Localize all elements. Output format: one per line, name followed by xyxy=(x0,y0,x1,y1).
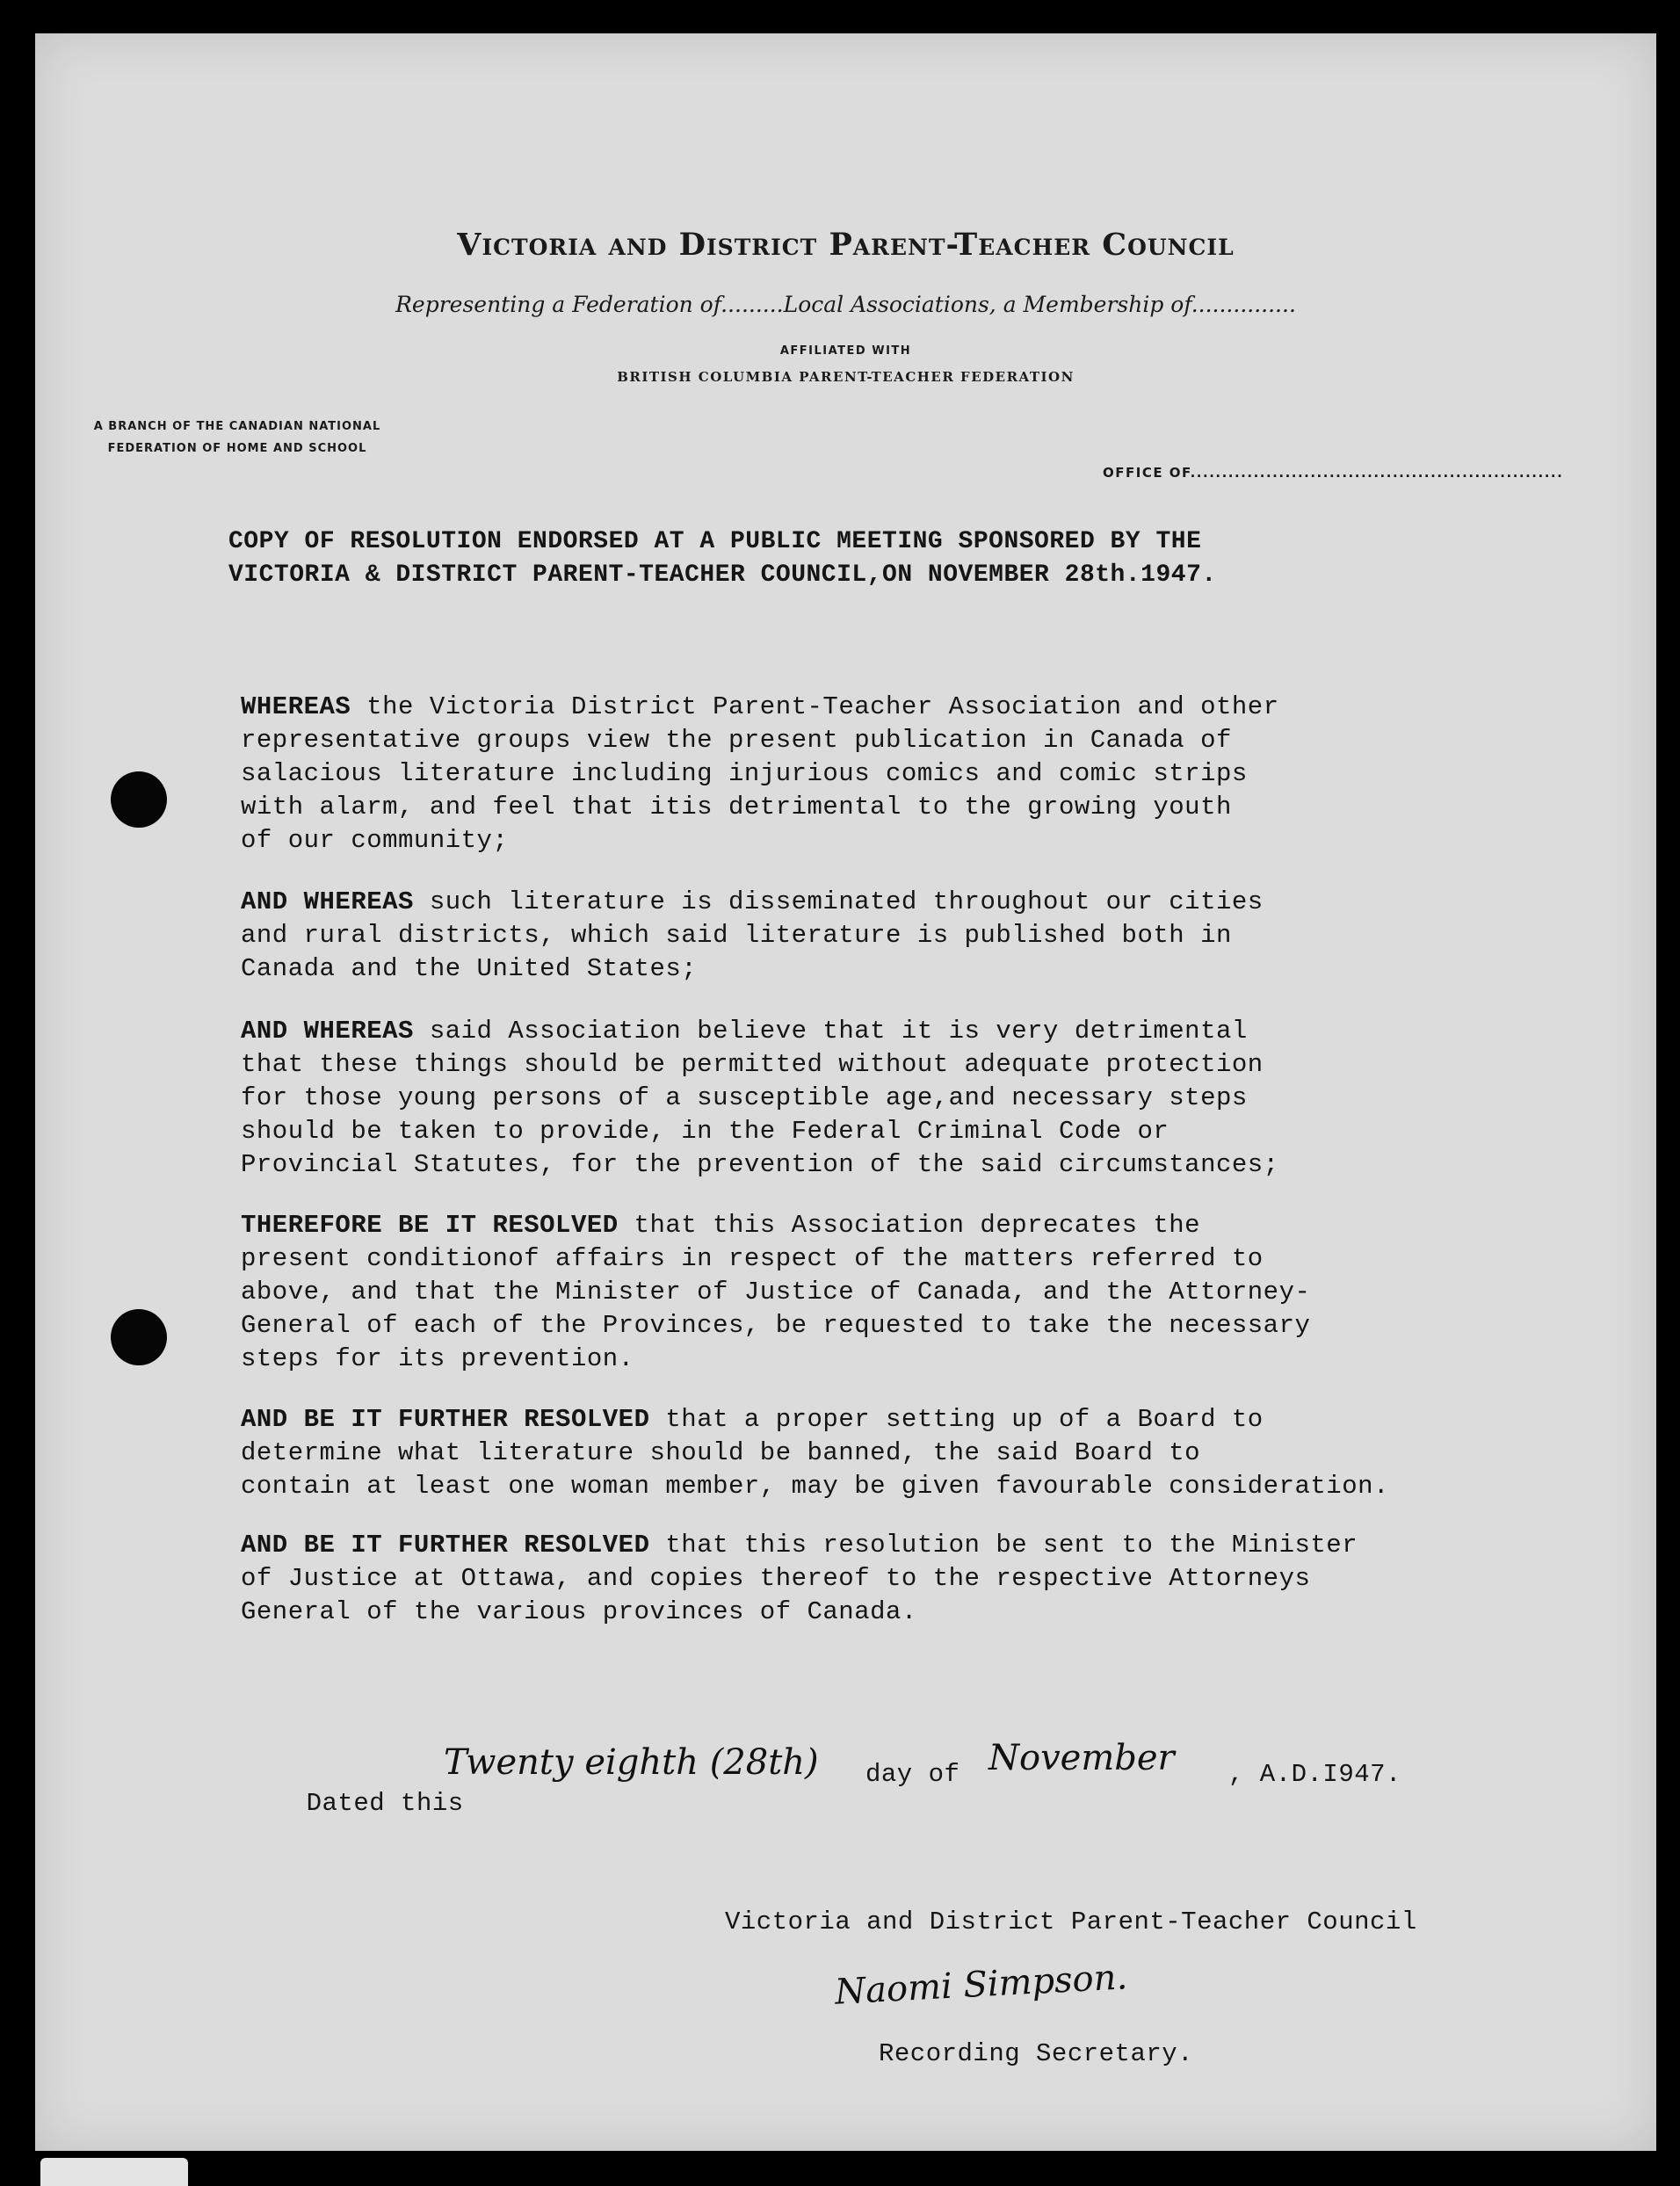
dated-prefix: Dated this xyxy=(306,1789,464,1818)
letterhead-title: Victoria and District Parent-Teacher Council xyxy=(457,227,1235,263)
paragraph-text: the Victoria District Parent-Teacher Association and other representative groups view the present publication in Canada of salacious literature including injurious comics and comic strips with alarm, and feel that itis detrimental to the growing youth of our community; xyxy=(241,692,1279,855)
paragraph-resolved-2 xyxy=(241,1403,1389,1503)
signature: Naomi Simpson. xyxy=(834,1957,1129,2013)
affiliated-with-label: AFFILIATED WITH xyxy=(779,344,912,358)
resolution-heading xyxy=(228,525,1217,592)
dated-suffix: , A.D.I947. xyxy=(1228,1760,1401,1789)
handwritten-day: Twenty eighth (28th) xyxy=(444,1742,819,1783)
letterhead-subtitle: Representing a Federation of.........Local Associations, a Membership of............... xyxy=(395,292,1296,317)
paragraph-lead: AND WHEREAS xyxy=(241,887,414,916)
paragraph-lead: THEREFORE BE IT RESOLVED xyxy=(241,1211,619,1240)
paragraph-resolved-3 xyxy=(241,1529,1358,1629)
branch-note: A BRANCH OF THE CANADIAN NATIONAL FEDERATION OF HOME AND SCHOOL xyxy=(93,420,381,455)
paragraph-text: that this resolution be sent to the Minister of Justice at Ottawa, and copies thereof to the respective Attorneys General of the various provinces of Canada. xyxy=(241,1531,1358,1626)
heading-line-2: VICTORIA & DISTRICT PARENT-TEACHER COUNCIL,ON NOVEMBER 28th.1947. xyxy=(228,561,1217,589)
paragraph-whereas-1 xyxy=(241,691,1279,858)
heading-line-1: COPY OF RESOLUTION ENDORSED AT A PUBLIC MEETING SPONSORED BY THE xyxy=(228,528,1202,555)
paragraph-lead: WHEREAS xyxy=(241,692,351,721)
handwritten-month: November xyxy=(988,1738,1175,1778)
punch-hole-upper xyxy=(111,771,167,828)
page-corner-tab xyxy=(40,2158,188,2186)
document-page xyxy=(35,33,1656,2151)
paragraph-whereas-2 xyxy=(241,886,1264,986)
federation-name: BRITISH COLUMBIA PARENT-TEACHER FEDERATION xyxy=(617,369,1075,385)
paragraph-text: that a proper setting up of a Board to determine what literature should be banned, the said Board to contain at least one woman member, may be given favourable consideration. xyxy=(241,1405,1389,1501)
paragraph-resolved-1 xyxy=(241,1209,1310,1376)
paragraph-text: said Association believe that it is very detrimental that these things should be permitted without adequate protection for those young persons of a susceptible age,and necessary steps should be taken to provide, in the Federal Criminal Code or Provincial Statutes, for the prevention of the said circumstances; xyxy=(241,1017,1279,1179)
paragraph-lead: AND WHEREAS xyxy=(241,1017,414,1046)
office-of-field: OFFICE OF........................................................... xyxy=(1103,465,1564,481)
dated-line xyxy=(243,1760,464,1847)
paragraph-whereas-3 xyxy=(241,1015,1279,1182)
paragraph-lead: AND BE IT FURTHER RESOLVED xyxy=(241,1405,650,1434)
paragraph-text: that this Association deprecates the present conditionof affairs in respect of the matters referred to above, and that the Minister of Justice of Canada, and the Attorney- General of each of the Provinces, be requested to take the necessary steps for its prevention. xyxy=(241,1211,1311,1373)
punch-hole-lower xyxy=(111,1309,167,1365)
paragraph-lead: AND BE IT FURTHER RESOLVED xyxy=(241,1531,650,1560)
dated-middle: day of xyxy=(865,1760,960,1789)
council-name: Victoria and District Parent-Teacher Council xyxy=(725,1907,1417,1936)
paragraph-text: such literature is disseminated throughout our cities and rural districts, which said literature is published both in Canada and the United States; xyxy=(241,887,1264,983)
signatory-role: Recording Secretary. xyxy=(879,2039,1194,2068)
